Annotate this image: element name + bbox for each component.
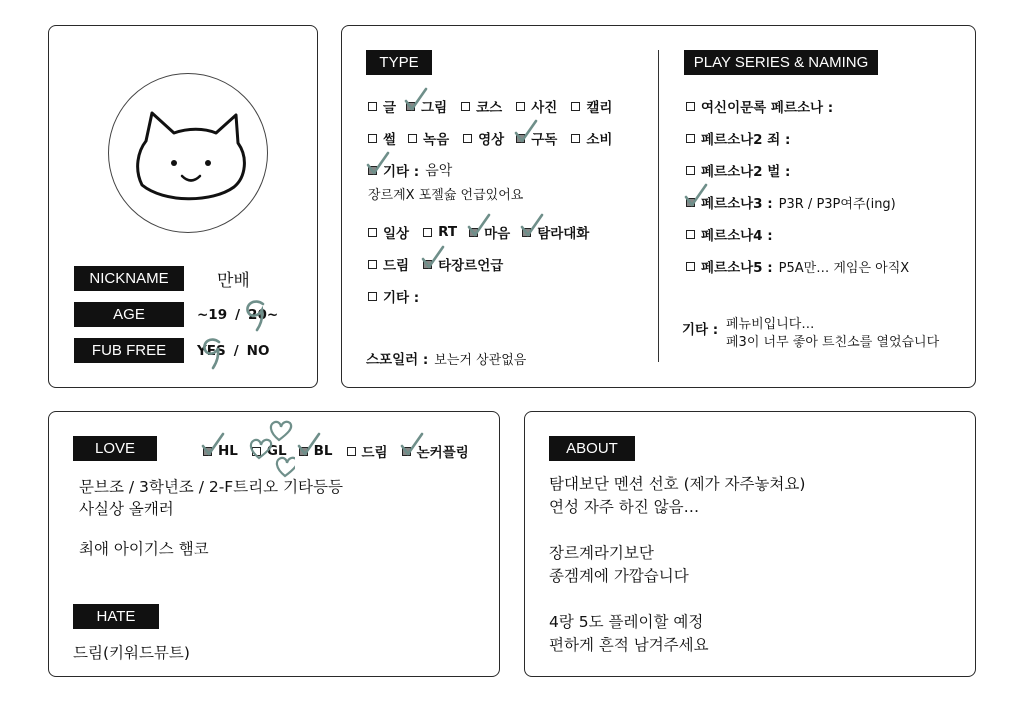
checkbox[interactable] <box>686 166 695 175</box>
checkbox-checked[interactable] <box>522 228 531 237</box>
checkbox[interactable] <box>408 134 417 143</box>
love-option-noncoupling[interactable]: 논커플링 <box>402 441 469 461</box>
love-hate-card <box>48 411 500 677</box>
checkbox[interactable] <box>368 292 377 301</box>
checkbox[interactable] <box>368 134 377 143</box>
love-option-bl[interactable]: BL <box>299 443 333 459</box>
about-line-1: 탐대보단 멘션 선호 (제가 자주놓쳐요) <box>549 475 806 493</box>
type-play-card <box>341 25 976 388</box>
type-header: TYPE <box>366 50 432 75</box>
checkbox-checked[interactable] <box>402 447 411 456</box>
play-item <box>686 256 909 276</box>
about-line-5: 4랑 5도 플레이할 예정 <box>549 613 704 631</box>
checkbox-checked[interactable] <box>203 447 212 456</box>
play-item <box>686 128 790 148</box>
checkbox[interactable] <box>368 260 377 269</box>
type-option-rt[interactable]: RT <box>423 224 457 240</box>
love-option-gl[interactable]: GL <box>252 443 287 459</box>
age-separator: / <box>235 307 241 323</box>
play-item-option[interactable]: 페르소나2 죄 : <box>686 128 790 148</box>
checkbox-checked[interactable] <box>368 166 377 175</box>
type-etc-note: 장르계X 포젤슖 언급있어요 <box>368 188 524 203</box>
love-header: LOVE <box>73 436 157 461</box>
checkbox-checked[interactable] <box>469 228 478 237</box>
love-options <box>203 441 469 461</box>
play-item-value: P3R / P3P여주(ing) <box>778 196 896 212</box>
play-etc-label: 기타 : <box>682 322 719 338</box>
age-under: ~19 <box>197 307 228 323</box>
love-line-1: 문브조 / 3학년조 / 2-F트리오 기타등등 <box>79 478 343 496</box>
type-option-timeline-chat[interactable]: 탐라대화 <box>522 222 589 242</box>
spoiler-row <box>366 348 526 368</box>
type-row-1 <box>368 96 612 116</box>
play-etc-line-2: 페3이 너무 좋아 트친소를 열었습니다 <box>726 335 940 350</box>
checkbox[interactable] <box>571 134 580 143</box>
checkbox[interactable] <box>461 102 470 111</box>
checkbox[interactable] <box>516 102 525 111</box>
type-option-dream[interactable]: 드림 <box>368 254 409 274</box>
checkbox[interactable] <box>463 134 472 143</box>
nickname-value: 만배 <box>217 271 250 291</box>
hate-header: HATE <box>73 604 159 629</box>
type-option-recording[interactable]: 녹음 <box>408 128 449 148</box>
fub-options <box>197 343 269 359</box>
cat-drawing-icon <box>108 73 268 233</box>
play-item-option[interactable]: 페르소나2 벌 : <box>686 160 790 180</box>
checkbox[interactable] <box>368 102 377 111</box>
play-item-option[interactable]: 여신이문록 페르소나 : <box>686 96 833 116</box>
checkbox-checked[interactable] <box>406 102 415 111</box>
checkbox-checked[interactable] <box>516 134 525 143</box>
type-option-drawing[interactable]: 그림 <box>406 96 447 116</box>
play-item <box>686 192 896 212</box>
play-item <box>686 224 773 244</box>
type-option-other-genre[interactable]: 타장르언급 <box>423 254 503 274</box>
type-option-daily[interactable]: 일상 <box>368 222 409 242</box>
love-line-2: 사실상 올캐러 <box>79 500 174 518</box>
type-row-4 <box>368 254 503 274</box>
checkbox[interactable] <box>686 230 695 239</box>
about-line-4: 종겜계에 가깝습니다 <box>549 567 689 585</box>
nickname-label: NICKNAME <box>74 266 184 291</box>
play-item-option[interactable]: 페르소나5 : <box>686 256 773 276</box>
play-etc-line-1: 페뉴비입니다… <box>726 317 815 332</box>
type-option-consume[interactable]: 소비 <box>571 128 612 148</box>
type-option-cosplay[interactable]: 코스 <box>461 96 502 116</box>
section-divider <box>658 50 659 362</box>
checkbox[interactable] <box>686 262 695 271</box>
checkbox[interactable] <box>686 102 695 111</box>
checkbox-checked[interactable] <box>423 260 432 269</box>
about-header: ABOUT <box>549 436 635 461</box>
type-row-2 <box>368 128 612 148</box>
type-etc2-row <box>368 286 419 306</box>
fub-label: FUB FREE <box>74 338 184 363</box>
type-row-3 <box>368 222 589 242</box>
fub-yes: YES <box>197 343 226 359</box>
hate-text: 드림(키워드뮤트) <box>73 644 190 662</box>
play-item <box>686 96 833 116</box>
checkbox[interactable] <box>347 447 356 456</box>
type-option-like[interactable]: 마음 <box>469 222 510 242</box>
type-option-story[interactable]: 썰 <box>368 128 396 148</box>
checkbox[interactable] <box>368 228 377 237</box>
love-option-hl[interactable]: HL <box>203 443 238 459</box>
type-option-calligraphy[interactable]: 캘리 <box>571 96 612 116</box>
profile-card <box>48 25 318 388</box>
checkbox[interactable] <box>252 447 261 456</box>
love-option-dream[interactable]: 드림 <box>347 441 388 461</box>
about-card <box>524 411 976 677</box>
type-option-video[interactable]: 영상 <box>463 128 504 148</box>
play-item-option[interactable]: 페르소나4 : <box>686 224 773 244</box>
spoiler-label: 스포일러 : <box>366 352 429 368</box>
type-etc-value: 음악 <box>425 163 453 179</box>
fub-separator: / <box>233 343 239 359</box>
play-item-value: P5A만… 게임은 아직X <box>778 260 910 276</box>
checkbox[interactable] <box>571 102 580 111</box>
about-line-6: 편하게 흔적 남겨주세요 <box>549 636 709 654</box>
type-option-photo[interactable]: 사진 <box>516 96 557 116</box>
play-item-option[interactable]: 페르소나3 : <box>686 192 773 212</box>
checkbox-checked[interactable] <box>686 198 695 207</box>
checkbox[interactable] <box>423 228 432 237</box>
type-option-writing[interactable]: 글 <box>368 96 396 116</box>
age-options <box>197 307 278 323</box>
type-etc-row <box>368 160 452 180</box>
type-option-subscribe[interactable]: 구독 <box>516 128 557 148</box>
spoiler-value: 보는거 상관없음 <box>434 352 527 368</box>
play-item <box>686 160 790 180</box>
type-option-etc[interactable]: 기타 : <box>368 160 419 180</box>
love-line-3: 최애 아이기스 햄코 <box>79 540 209 558</box>
about-line-2: 연성 자주 하진 않음… <box>549 498 700 516</box>
fub-no: NO <box>246 343 270 359</box>
checkbox-checked[interactable] <box>299 447 308 456</box>
type-option-etc2[interactable]: 기타 : <box>368 286 419 306</box>
play-series-header: PLAY SERIES & NAMING <box>684 50 878 75</box>
checkbox[interactable] <box>686 134 695 143</box>
avatar <box>108 73 268 233</box>
age-over: 20~ <box>248 307 279 323</box>
age-label: AGE <box>74 302 184 327</box>
about-line-3: 장르계라기보단 <box>549 544 654 562</box>
